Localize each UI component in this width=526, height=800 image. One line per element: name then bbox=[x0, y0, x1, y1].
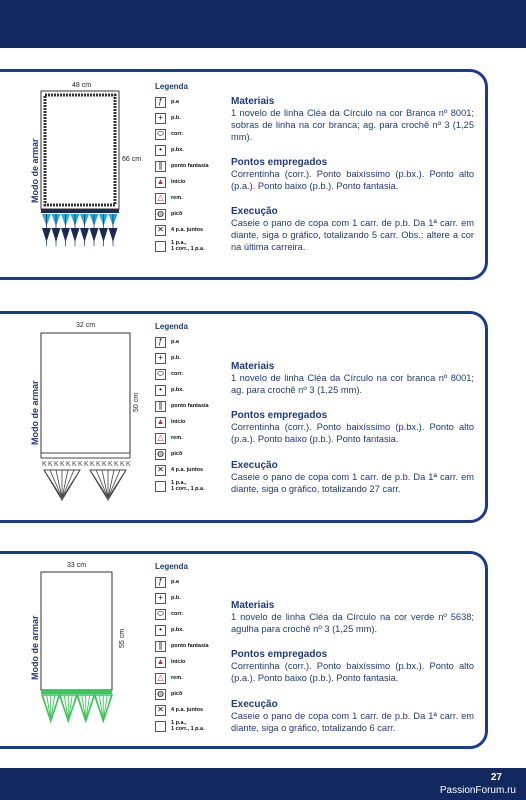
legend-item-label: 4 p.a. juntos bbox=[171, 466, 204, 473]
towel-outline bbox=[41, 91, 119, 209]
p-bx-symbol-icon: • bbox=[155, 385, 166, 396]
p-bx-symbol-icon: • bbox=[155, 625, 166, 636]
materiais-text: 1 novelo de linha Cléa da Círculo na cor verde nº 5638; agulha para crochê nº 3 (1,25 mm). bbox=[231, 612, 474, 634]
lace-stitch: K bbox=[114, 461, 119, 468]
lace-strand bbox=[103, 695, 111, 721]
legend-item-label: p.bx. bbox=[171, 386, 184, 393]
lace-strand bbox=[62, 470, 74, 498]
p-a-symbol-icon: ƒ bbox=[155, 337, 166, 348]
legend-item-label: corr. bbox=[171, 610, 183, 617]
rem-symbol-icon: △ bbox=[155, 673, 166, 684]
four-pa-juntos-symbol-icon: ✕ bbox=[155, 705, 166, 716]
legend-item bbox=[155, 143, 184, 157]
p-a-symbol-icon: ƒ bbox=[155, 97, 166, 108]
p-a-symbol-icon: ƒ bbox=[155, 577, 166, 588]
legend-item bbox=[155, 447, 182, 461]
legend-item bbox=[155, 639, 209, 653]
height-label: 66 cm bbox=[122, 156, 142, 163]
header-band bbox=[0, 0, 526, 48]
legend-item bbox=[155, 431, 183, 445]
modo-de-armar-label: Modo de armar bbox=[30, 380, 40, 445]
legend-item-label: corr. bbox=[171, 370, 183, 377]
inicio-symbol-icon: ▲ bbox=[156, 177, 165, 186]
ponto-fantasia-symbol-icon: ∥ bbox=[155, 401, 166, 412]
lace-strand bbox=[50, 470, 62, 498]
p-b-symbol-icon: + bbox=[155, 593, 166, 604]
execucao-text: Caseie o pano de copa com 1 carr. de p.b. Da 1ª carr. em diante, siga o gráfico, totalizando 6 carr. bbox=[231, 711, 474, 733]
lace-edging bbox=[41, 209, 119, 246]
legend-item bbox=[155, 111, 181, 125]
legend-item bbox=[155, 671, 183, 685]
modo-de-armar-label: Modo de armar bbox=[30, 138, 40, 203]
pico-symbol-icon: ◍ bbox=[155, 209, 166, 220]
lace-stitch: K bbox=[120, 461, 125, 468]
legend-item-label: ponto fantasia bbox=[171, 162, 209, 169]
execucao-text: Caseie o pano de copa com 1 carr. de p.b. Da 1ª carr. em diante, siga o gráfico, totalizando 27 carr. bbox=[231, 472, 474, 494]
lace-strand bbox=[95, 695, 103, 721]
width-label: 48 cm bbox=[72, 82, 92, 89]
lace-stitch: K bbox=[66, 461, 71, 468]
legend-item bbox=[155, 703, 203, 717]
lace-strand bbox=[108, 470, 120, 498]
legend-item-label: 1 p.a., 1 corr., 1 p.a. bbox=[171, 719, 205, 732]
legend-item bbox=[155, 415, 185, 429]
legend-item bbox=[155, 335, 179, 349]
legend-item bbox=[155, 383, 184, 397]
legend-item bbox=[155, 159, 209, 173]
lace-edging bbox=[41, 690, 112, 721]
legend-item bbox=[155, 127, 183, 141]
lace-strand bbox=[68, 695, 76, 721]
pico-symbol-icon: ◍ bbox=[155, 689, 166, 700]
legend-item-label: rem. bbox=[171, 674, 183, 681]
lace-band bbox=[41, 209, 119, 213]
legend bbox=[155, 335, 235, 500]
pontos-heading: Pontos empregados bbox=[231, 649, 328, 660]
pontos-text: Correntinha (corr.). Ponto baixíssimo (p.bx.). Ponto alto (p.a.). Ponto baixo (p.b.). Ponto fantasia. bbox=[231, 422, 474, 444]
width-label: 32 cm bbox=[76, 322, 96, 329]
four-pa-juntos-symbol-icon: ✕ bbox=[155, 465, 166, 476]
legend-item bbox=[155, 367, 183, 381]
lace-strand bbox=[86, 695, 94, 721]
legend-item-label: corr. bbox=[171, 130, 183, 137]
legend-item bbox=[155, 223, 203, 237]
legend-item-label: 1 p.a., 1 corr., 1 p.a. bbox=[171, 479, 205, 492]
legend-item bbox=[155, 191, 183, 205]
page-number: 27 bbox=[490, 772, 502, 783]
legend-item-label: p.a bbox=[171, 338, 179, 345]
legend-item bbox=[155, 607, 183, 621]
lace-stitch: K bbox=[108, 461, 113, 468]
lace-strand bbox=[51, 695, 59, 721]
legend-item-label: 4 p.a. juntos bbox=[171, 706, 204, 713]
legend-item bbox=[155, 655, 185, 669]
ponto-fantasia-symbol-icon: ∥ bbox=[155, 641, 166, 652]
towel-diagram bbox=[40, 571, 120, 741]
lace-band bbox=[41, 453, 130, 458]
legend-item-label: p.a bbox=[171, 578, 179, 585]
lace-stitch: K bbox=[60, 461, 65, 468]
legend-item bbox=[155, 687, 182, 701]
p-b-symbol-icon: + bbox=[155, 113, 166, 124]
pa-corr-pa-symbol-icon bbox=[155, 721, 166, 732]
legend-title: Legenda bbox=[155, 562, 188, 571]
legend-item bbox=[155, 623, 184, 637]
lace-stitch: K bbox=[78, 461, 83, 468]
towel-outline bbox=[41, 572, 112, 690]
legend-item-label: início bbox=[171, 178, 186, 185]
pico-symbol-icon: ◍ bbox=[155, 449, 166, 460]
pontos-text: Correntinha (corr.). Ponto baixíssimo (p.bx.). Ponto alto (p.a.). Ponto baixo (p.b.). Ponto fantasia. bbox=[231, 661, 474, 683]
ponto-fantasia-symbol-icon: ∥ bbox=[155, 161, 166, 172]
rem-symbol-icon: △ bbox=[155, 193, 166, 204]
pa-corr-pa-symbol-icon bbox=[155, 241, 166, 252]
legend bbox=[155, 575, 235, 740]
lace-stitch: K bbox=[84, 461, 89, 468]
legend-item-label: picô bbox=[171, 690, 183, 697]
legend-item-label: rem. bbox=[171, 434, 183, 441]
legend-item-label: rem. bbox=[171, 194, 183, 201]
lace-stitch: K bbox=[72, 461, 77, 468]
execucao-heading: Execução bbox=[231, 460, 278, 471]
corr-symbol-icon: ⬭ bbox=[155, 369, 166, 380]
materiais-heading: Materiais bbox=[231, 361, 275, 372]
legend-item bbox=[155, 479, 205, 493]
four-pa-juntos-symbol-icon: ✕ bbox=[155, 225, 166, 236]
legend-item-label: início bbox=[171, 658, 186, 665]
legend-item-label: p.b. bbox=[171, 594, 181, 601]
lace-strand bbox=[60, 695, 68, 721]
legend-item-label: p.a bbox=[171, 98, 179, 105]
legend-item-label: p.bx. bbox=[171, 626, 184, 633]
legend-item bbox=[155, 463, 203, 477]
legend-item-label: 1 p.a., 1 corr., 1 p.a. bbox=[171, 239, 205, 252]
modo-de-armar-label: Modo de armar bbox=[30, 615, 40, 680]
legend-item-label: ponto fantasia bbox=[171, 642, 209, 649]
legend-item-label: picô bbox=[171, 210, 183, 217]
lace-band bbox=[41, 690, 112, 694]
materiais-heading: Materiais bbox=[231, 600, 275, 611]
legend-item bbox=[155, 351, 181, 365]
lace-stitch: K bbox=[90, 461, 95, 468]
towel-diagram bbox=[40, 90, 120, 260]
towel-diagram bbox=[40, 332, 135, 512]
legend-item-label: início bbox=[171, 418, 186, 425]
width-label: 33 cm bbox=[67, 562, 87, 569]
lace-stitch: K bbox=[48, 461, 53, 468]
legend-item-label: p.b. bbox=[171, 354, 181, 361]
legend-item bbox=[155, 95, 179, 109]
legend-item-label: 4 p.a. juntos bbox=[171, 226, 204, 233]
pontos-heading: Pontos empregados bbox=[231, 157, 328, 168]
materiais-text: 1 novelo de linha Cléa da Círculo na cor Branca nº 8001; sobras de linha na cor branca; ag. para crochê nº 3 (1,25 mm). bbox=[231, 108, 474, 142]
legend-item-label: p.bx. bbox=[171, 146, 184, 153]
execucao-heading: Execução bbox=[231, 206, 278, 217]
legend-title: Legenda bbox=[155, 82, 188, 91]
inicio-symbol-icon: ▲ bbox=[156, 657, 165, 666]
materiais-text: 1 novelo de linha Cléa da Círculo na cor branca nº 8001; ag. para crochê nº 3 (1,25 mm). bbox=[231, 373, 474, 395]
legend-item bbox=[155, 175, 185, 189]
legend-title: Legenda bbox=[155, 322, 188, 331]
inicio-symbol-icon: ▲ bbox=[156, 417, 165, 426]
corr-symbol-icon: ⬭ bbox=[155, 609, 166, 620]
lace-edging bbox=[41, 453, 131, 500]
legend-item-label: ponto fantasia bbox=[171, 402, 209, 409]
corr-symbol-icon: ⬭ bbox=[155, 129, 166, 140]
site-watermark: PassionForum.ru bbox=[439, 785, 516, 796]
legend-item bbox=[155, 719, 205, 733]
lace-stitch: K bbox=[126, 461, 131, 468]
materiais-heading: Materiais bbox=[231, 96, 275, 107]
legend-item-label: p.b. bbox=[171, 114, 181, 121]
pa-corr-pa-symbol-icon bbox=[155, 481, 166, 492]
legend-item bbox=[155, 575, 179, 589]
legend-item-label: picô bbox=[171, 450, 183, 457]
legend-item bbox=[155, 591, 181, 605]
p-bx-symbol-icon: • bbox=[155, 145, 166, 156]
towel-outline bbox=[41, 333, 130, 453]
pontos-heading: Pontos empregados bbox=[231, 410, 328, 421]
legend-item bbox=[155, 207, 182, 221]
lace-strand bbox=[78, 695, 86, 721]
legend-item bbox=[155, 239, 205, 253]
lace-stitch: K bbox=[102, 461, 107, 468]
pontos-text: Correntinha (corr.). Ponto baixíssimo (p.bx.). Ponto alto (p.a.). Ponto baixo (p.b.). Ponto fantasia. bbox=[231, 169, 474, 191]
lace-stitch: K bbox=[54, 461, 59, 468]
lace-strand bbox=[96, 470, 108, 498]
legend-item bbox=[155, 399, 209, 413]
execucao-heading: Execução bbox=[231, 699, 278, 710]
legend bbox=[155, 95, 235, 260]
lace-strand bbox=[43, 695, 51, 721]
height-label: 50 cm bbox=[133, 392, 140, 412]
height-label: 55 cm bbox=[119, 628, 126, 648]
lace-stitch: K bbox=[96, 461, 101, 468]
lace-stitch: K bbox=[42, 461, 47, 468]
p-b-symbol-icon: + bbox=[155, 353, 166, 364]
rem-symbol-icon: △ bbox=[155, 433, 166, 444]
execucao-text: Caseie o pano de copa com 1 carr. de p.b. Da 1ª carr. em diante, siga o gráfico, totalizando 5 carr. Obs.: altere a cor na última carreira. bbox=[231, 218, 474, 252]
